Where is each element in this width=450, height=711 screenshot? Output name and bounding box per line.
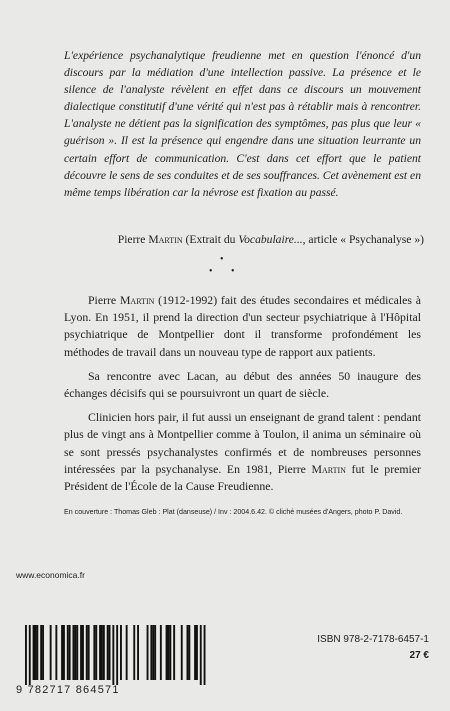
barcode-bar [154, 625, 156, 680]
barcode-bar [99, 625, 101, 680]
bio-paragraph-3 [64, 409, 421, 495]
barcode-bar [109, 625, 111, 680]
bio-paragraph-1 [64, 292, 421, 361]
barcode-bar [67, 625, 69, 680]
barcode-bar [133, 625, 135, 680]
barcode-bar [101, 625, 103, 680]
separator-dot-right: • [231, 266, 235, 277]
barcode-bar [35, 625, 37, 680]
separator-dot-left: • [209, 266, 213, 277]
barcode-bar [194, 625, 196, 680]
barcode-bar [137, 625, 139, 680]
barcode-bar [150, 625, 152, 680]
barcode-bar [86, 625, 88, 680]
bio-text-3a: Clinicien hors pair, il fut aussi un enseignant de grand talent : pendant plus de vingt ans à Montpellier comme à Toulon, il anima un séminaire où se sont pressés psychanalystes confirmés et de nombreuses personnes intéressées par la psychanalyse. En 1981, Pierre [64, 410, 421, 476]
barcode-bar [25, 625, 27, 685]
barcode-bar [80, 625, 82, 680]
barcode-bar [204, 625, 206, 685]
ean-barcode [13, 625, 211, 685]
quote-attribution [64, 233, 424, 246]
barcode-bar [50, 625, 52, 680]
barcode-bar [36, 625, 38, 680]
barcode-bar [168, 625, 170, 680]
bio-author-first: Pierre [88, 293, 120, 307]
barcode-bar [196, 625, 198, 680]
barcode-bar [103, 625, 105, 680]
barcode-bar [63, 625, 65, 680]
quote-author-first: Pierre [117, 233, 149, 246]
quote-source-suffix: , article « Psychanalyse ») [302, 233, 424, 246]
bio-text-3b: fut le premier Président de l'École de la Cause Freudienne. [64, 461, 421, 494]
barcode-bar [116, 625, 118, 685]
barcode-bar [95, 625, 97, 680]
barcode-bar [112, 625, 114, 685]
barcode-bar [152, 625, 154, 680]
separator-dot-top: • [220, 254, 224, 265]
barcode-bar [181, 625, 183, 680]
barcode-bar [126, 625, 128, 680]
price: 27 € [409, 650, 429, 661]
barcode-bar [69, 625, 71, 680]
cover-credit: En couverture : Thomas Gleb : Plat (danseuse) / Inv : 2004.6.42. © cliché musées d'Angers, photo P. David. [64, 508, 403, 516]
barcode-bar [147, 625, 149, 680]
barcode-bar [93, 625, 95, 680]
epigraph-quote: L'expérience psychanalytique freudienne met en question l'énoncé d'un discours par la médiation d'une intellection passive. La présence et le silence de l'analyste révèlent en effet dans ce discours un mouvement dialectique constitutif d'une vérité qui n'est pas à rétablir mais à rencontrer. L'analyste ne détient pas la signification des symptômes, pas plus que leur « guérison ». Il est la présence qui engendre dans une situation leurrante un certain effort de communication. C'est dans cet effort que le patient découvre le sens de ses conduites et de ses souffrances. Cet avènement est en même temps libération car la névrose est fixation au passé. [64, 49, 421, 199]
barcode-bars [13, 625, 211, 685]
quote-source-prefix: (Extrait du [182, 233, 239, 246]
barcode-bar [40, 625, 42, 680]
quote-source-work: Vocabulaire... [238, 233, 303, 246]
barcode-digits: 9 782717 864571 [16, 684, 120, 696]
barcode-bar [55, 625, 57, 680]
isbn-number: ISBN 978-2-7178-6457-1 [317, 634, 429, 645]
barcode-bar [82, 625, 84, 680]
section-separator [0, 255, 450, 279]
author-biography [64, 292, 421, 502]
bio-paragraph-2: Sa rencontre avec Lacan, au début des années 50 inaugure des échanges décisifs qui se poursuivront un quart de siècle. [64, 368, 421, 401]
barcode-bar [187, 625, 189, 680]
barcode-bar [88, 625, 90, 680]
barcode-bar [173, 625, 175, 680]
barcode-bar [42, 625, 44, 680]
barcode-bar [166, 625, 168, 680]
bio-author-last-2: Martin [311, 461, 346, 476]
barcode-bar [73, 625, 75, 680]
bio-text-1: (1912-1992) fait des études secondaires et médicales à Lyon. En 1951, il prend la direction d'un secteur psychiatrique à l'Hôpital psychiatrique de Montpellier dont il transforme profondément les méthodes de travail dans un nouveau type de rapport aux patients. [64, 293, 421, 359]
bio-author-last: Martin [119, 293, 155, 307]
barcode-bar [33, 625, 35, 680]
barcode-bar [107, 625, 109, 680]
barcode-bar [29, 625, 31, 685]
barcode-bar [169, 625, 171, 680]
barcode-bar [120, 625, 122, 680]
barcode-bar [160, 625, 162, 680]
barcode-bar [188, 625, 190, 680]
barcode-bar [200, 625, 202, 685]
publisher-website: www.economica.fr [16, 570, 85, 580]
barcode-bar [74, 625, 76, 680]
barcode-bar [61, 625, 63, 680]
barcode-bar [76, 625, 78, 680]
quote-author-last: Martin [148, 233, 183, 246]
